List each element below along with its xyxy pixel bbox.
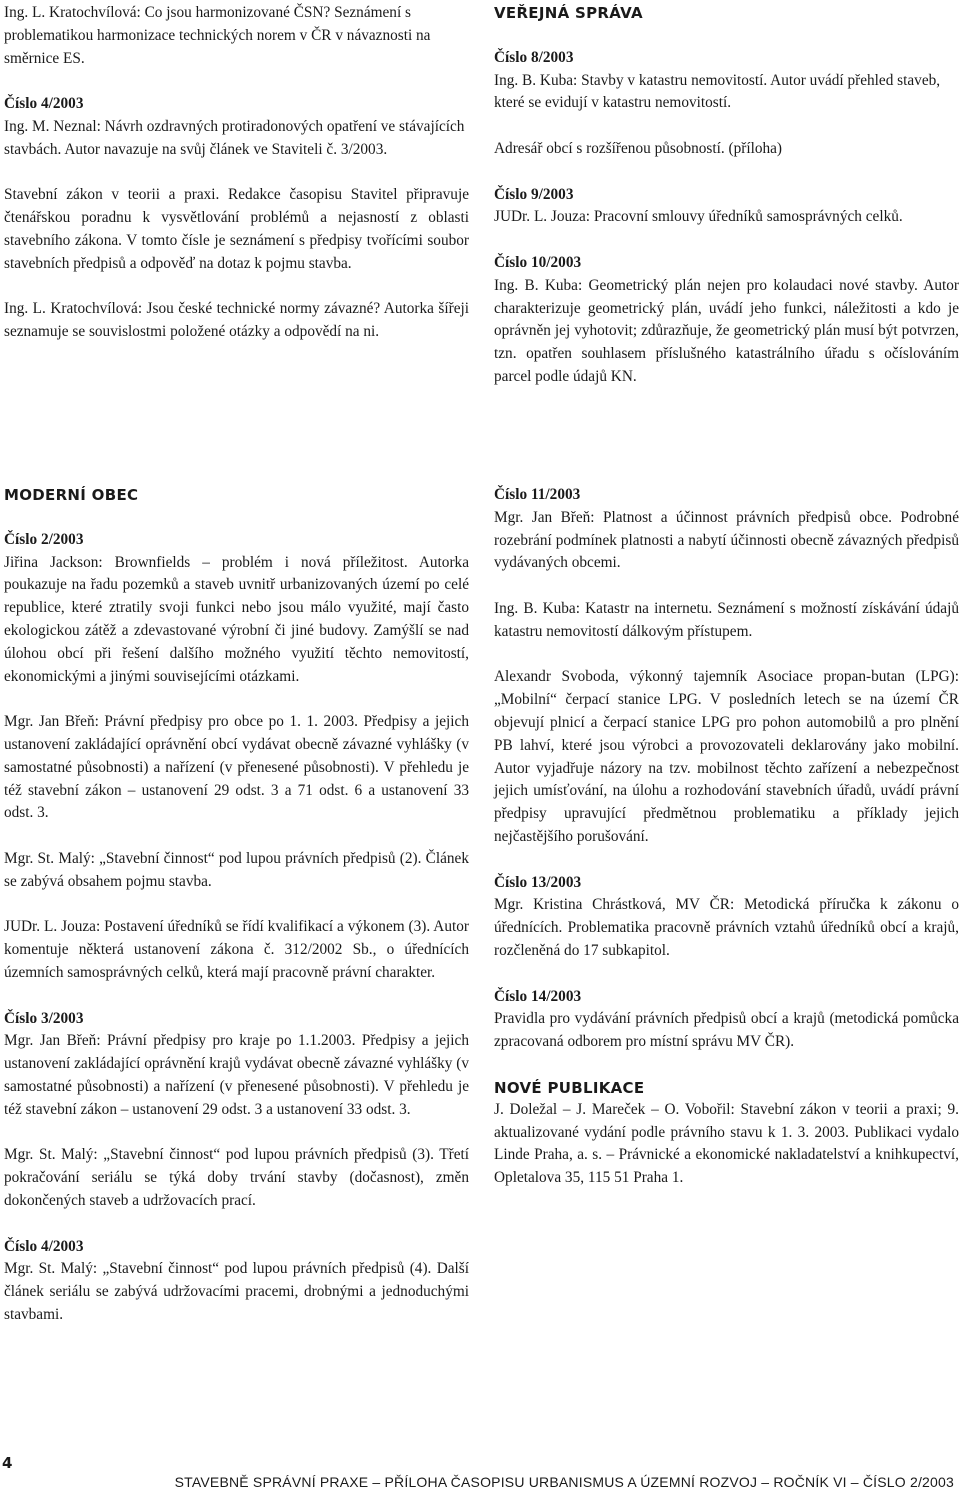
- article-paragraph: JUDr. L. Jouza: Pracovní smlouvy úředníků samosprávných celků.: [494, 208, 903, 226]
- article-paragraph: Adresář obcí s rozšířenou působností. (příloha): [494, 139, 783, 157]
- issue-heading: Číslo 9/2003: [494, 185, 574, 203]
- page-number: 4: [2, 1454, 13, 1472]
- article-paragraph: Jiřina Jackson: Brownfields – problém i nová příležitost. Autorka poukazuje na řadu pozemků a staveb uvnitř urbanizovaných území po celé republice, které ztratily svoji funkci nebo jsou málo využité, mají často ekologickou zátěž a zdevastované výrobní či jiné budovy. Zamýšlí se nad úlohou obcí při řešení dalšího možného využití těchto nemovitostí, ekonomickými a jinými souvisejícími otázkami.: [4, 553, 469, 685]
- article-paragraph: Ing. B. Kuba: Geometrický plán nejen pro kolaudaci nové stavby. Autor charakterizuje geometrický plán, uvádí jeho funkci, náležitosti a kdo je oprávněn jej vyhotovit; zdůrazňuje, že geometrický plán musí být potvrzen, tzn. opatřen souhlasem příslušného katastrálního úřadu s očíslováním parcel podle údajů KN.: [494, 276, 959, 385]
- article-paragraph: Alexandr Svoboda, výkonný tajemník Asociace propan-butan (LPG): „Mobilní“ čerpací stanice LPG. V posledních letech se na území ČR objevují plnicí a čerpací stanice LPG pro pohon automobilů a pro plnění PB lahví, které jsou výrobci a provozovateli deklarovány jako mobilní. Autor vyjadřuje názory na tzv. mobilnost těchto zařízení a nebezpečnost jejich umísťování, na úlohu a rozhodování stavebních úřadů, uvádí právní předpisy upravující předmětnou problematiku a příklady jejich nejčastějšího porušování.: [494, 668, 959, 845]
- issue-heading: Číslo 14/2003: [494, 987, 582, 1005]
- article-paragraph: Mgr. St. Malý: „Stavební činnost“ pod lupou právních předpisů (4). Další článek seriálu se zabývá udržovacími pracemi, drobnými a jednoduchými stavbami.: [4, 1260, 469, 1323]
- issue-heading: Číslo 3/2003: [4, 1009, 84, 1027]
- article-paragraph: JUDr. L. Jouza: Postavení úředníků se řídí kvalifikací a výkonem (3). Autor komentuje některá ustanovení zákona č. 312/2002 Sb., o úřednících územních samosprávných celků, která mají pracovně právní charakter.: [4, 918, 469, 981]
- article-paragraph: Stavební zákon v teorii a praxi. Redakce časopisu Stavitel připravuje čtenářskou poradnu k vysvětlování problémů a nejasností z oblasti stavebního zákona. V tomto čísle je seznámení s předpisy tvořícími soubor stavebních předpisů a odpověď na dotaz k pojmu stavba.: [4, 186, 469, 272]
- article-paragraph: Mgr. Jan Břeň: Právní předpisy pro kraje po 1.1.2003. Předpisy a jejich ustanovení zakládající oprávnění krajů vydávat obecně závazné vyhlášky (v samostatné působnosti) a nařízení (v přenesené působnosti). V přehledu je též stavební zákon – ustanovení 29 odst. 3 a ustanovení 33 odst. 3.: [4, 1032, 469, 1118]
- issue-heading: Číslo 13/2003: [494, 873, 582, 891]
- column-left-top: [4, 2, 469, 344]
- column-left-bottom: [4, 484, 469, 1327]
- column-right-top: [494, 2, 959, 389]
- article-paragraph: Ing. L. Kratochvílová: Co jsou harmonizované ČSN? Seznámení s problematikou harmonizace technických norem v ČR v návaznosti na směrnice ES.: [4, 4, 431, 67]
- article-paragraph: Ing. B. Kuba: Stavby v katastru nemovitostí. Autor uvádí přehled staveb, které se evidují v katastru nemovitostí.: [494, 71, 941, 112]
- section-title-nove-publikace: NOVÉ PUBLIKACE: [494, 1078, 645, 1097]
- article-paragraph: Ing. L. Kratochvílová: Jsou české technické normy závazné? Autorka šířeji seznamuje se souvislostmi položené otázky a odpovědí na ni.: [4, 300, 469, 341]
- column-right-bottom: [494, 484, 959, 1190]
- article-paragraph: Mgr. St. Malý: „Stavební činnost“ pod lupou právních předpisů (2). Článek se zabývá obsahem pojmu stavba.: [4, 849, 469, 890]
- article-paragraph: Mgr. Jan Břeň: Platnost a účinnost právních předpisů obce. Podrobné rozebrání podmínek platnosti a nabytí účinnosti obecně závazných předpisů vydávaných obcemi.: [494, 508, 959, 572]
- article-paragraph: Mgr. Kristina Chrástková, MV ČR: Metodická příručka k zákonu o úřednících. Problematika pracovně právních vztahů úředníků obcí a krajů, rozčleněná do 17 subkapitol.: [494, 896, 959, 959]
- article-paragraph: Ing. M. Neznal: Návrh ozdravných protiradonových opatření ve stávajících stavbách. Autor navazuje na svůj článek ve Staviteli č. 3/2003.: [4, 117, 465, 158]
- article-paragraph: Mgr. Jan Břeň: Právní předpisy pro obce po 1. 1. 2003. Předpisy a jejich ustanovení zakládající oprávnění obcí vydávat obecně závazné vyhlášky (v samostatné působnosti) a nařízení (v přenesené působnosti). V přehledu je též stavební zákon – ustanovení 29 odst. 3 a 71 odst. 6 a ustanovení 33 odst. 3.: [4, 713, 469, 822]
- article-paragraph: J. Doležal – J. Mareček – O. Vobořil: Stavební zákon v teorii a praxi; 9. aktualizované vydání podle právního stavu k 1. 3. 2003. Publikaci vydalo Linde Praha, a. s. – Právnické a ekonomické nakladatelství a knihkupectví, Opletalova 35, 115 51 Praha 1.: [494, 1100, 959, 1187]
- section-title-verejna-sprava: VEŘEJNÁ SPRÁVA: [494, 4, 643, 22]
- section-title-moderni-obec: MODERNÍ OBEC: [4, 486, 139, 504]
- issue-heading: Číslo 2/2003: [4, 530, 84, 548]
- article-paragraph: Ing. B. Kuba: Katastr na internetu. Seznámení s možností získávání údajů katastru nemovitostí dálkovým přístupem.: [494, 599, 959, 640]
- article-paragraph: Pravidla pro vydávání právních předpisů obcí a krajů (metodická pomůcka zpracovaná odborem pro místní správu MV ČR).: [494, 1010, 959, 1051]
- issue-heading: Číslo 4/2003: [4, 95, 84, 113]
- page-footer: STAVEBNĚ SPRÁVNÍ PRAXE – PŘÍLOHA ČASOPISU URBANISMUS A ÚZEMNÍ ROZVOJ – ROČNÍK VI – ČÍSLO 2/2003: [174, 1474, 954, 1490]
- issue-heading: Číslo 11/2003: [494, 486, 581, 503]
- issue-heading: Číslo 10/2003: [494, 253, 582, 271]
- issue-heading: Číslo 8/2003: [494, 48, 574, 66]
- issue-heading: Číslo 4/2003: [4, 1237, 84, 1255]
- article-paragraph: Mgr. St. Malý: „Stavební činnost“ pod lupou právních předpisů (3). Třetí pokračování seriálu se týká doby trvání stavby (dočasnost), změn dokončených staveb a udržovacích prací.: [4, 1146, 469, 1209]
